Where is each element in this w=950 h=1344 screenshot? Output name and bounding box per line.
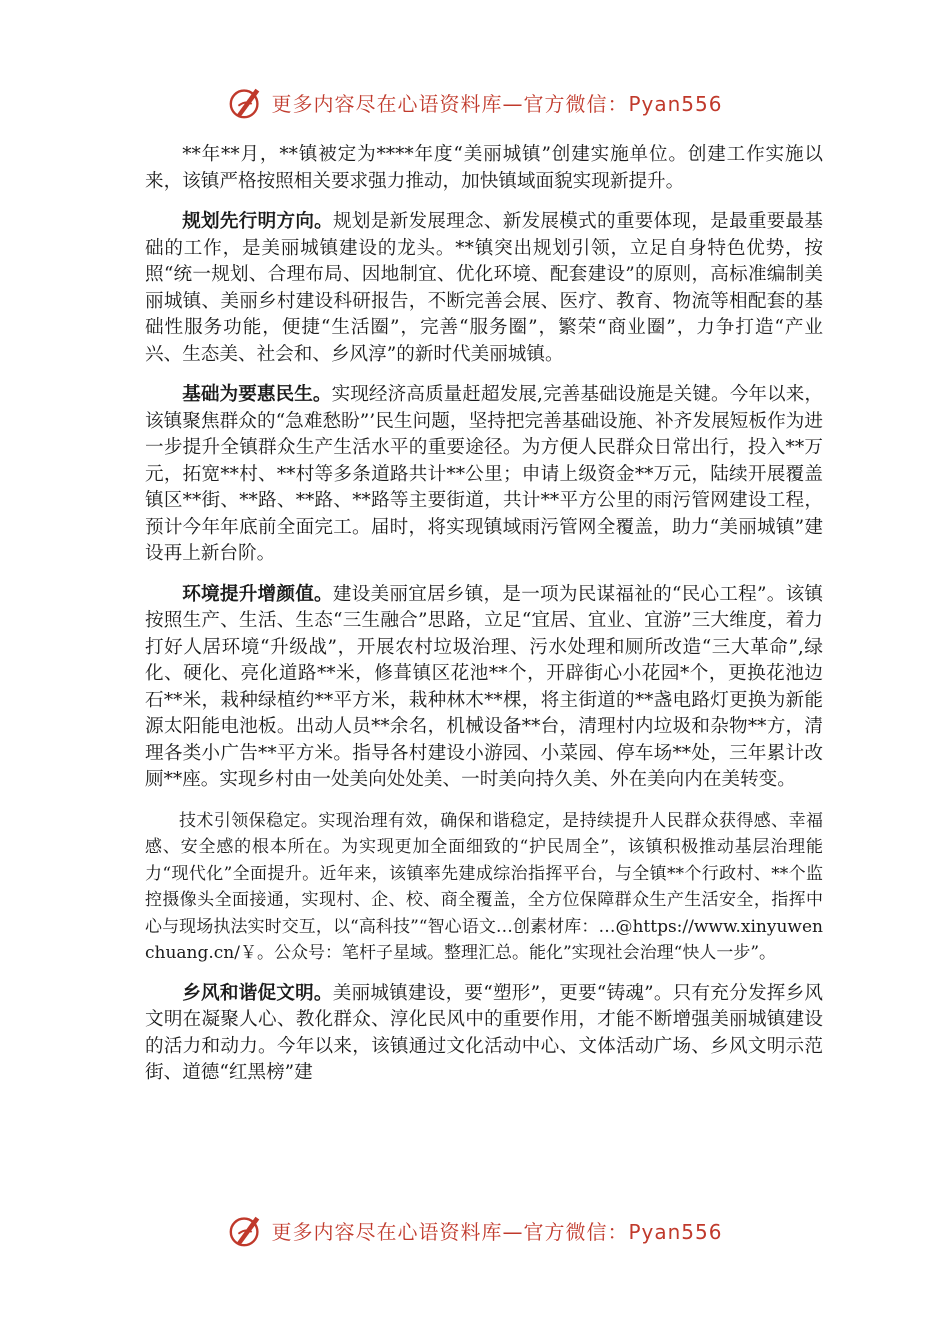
footer-banner (0, 1210, 950, 1250)
paragraph-technology (145, 808, 823, 967)
footer-banner-text: 更多内容尽在心语资料库—官方微信：Pyan556 (271, 1219, 723, 1244)
paragraph-heading: 乡风和谐促文明。 (182, 982, 333, 1004)
paragraph-text: 实现经济高质量赶超发展,完善基础设施是关键。今年以来，该镇聚焦群众的“急难愁盼”’民生问题，坚持把完善基础设施、补齐发展短板作为进一步提升全镇群众生产生活水平的重要途径。为方便人民群众日常出行，投入**万元，拓宽**村、**村等多条道路共计**公里；申请上级资金**万元，陆续开展覆盖镇区**街、**路、**路、**路等主要街道，共计**平方公里的雨污管网建设工程，预计今年年底前全面完工。届时，将实现镇域雨污管网全覆盖，助力“美丽城镇”建设再上新台阶。 (145, 384, 823, 564)
paragraph-planning (145, 209, 823, 368)
quill-pen-logo-icon (227, 1211, 265, 1249)
quill-pen-logo-icon (227, 83, 265, 121)
paragraph-text: 美丽城镇建设，要“塑形”，更要“铸魂”。只有充分发挥乡风文明在凝聚人心、教化群众、淳化民风中的重要作用，才能不断增强美丽城镇建设的活力和动力。今年以来，该镇通过文化活动中心、文体活动广场、乡风文明示范街、道德“红黑榜”建 (145, 982, 823, 1083)
paragraph-heading: 规划先行明方向。 (182, 211, 334, 232)
paragraph-intro (145, 142, 823, 195)
paragraph-heading: 环境提升增颜值。 (182, 583, 333, 605)
paragraph-heading: 基础为要惠民生。 (182, 384, 332, 405)
paragraph-civilization (145, 981, 823, 1087)
paragraph-text: 技术引领保稳定。实现治理有效，确保和谐稳定，是持续提升人民群众获得感、幸福感、安全感的根本所在。为实现更加全面细致的“护民周全”，该镇积极推动基层治理能力“现代化”全面提升。近年来，该镇率先建成综治指挥平台，与全镇**个行政村、**个监控摄像头全面接通，实现村、企、校、商全覆盖，全方位保障群众生产生活安全，指挥中心与现场执法实时交互，以“高科技”“智心语文…创素材库：…@https://www.xinyuwenchuang.cn/￥。公众号：笔杆子星域。整理汇总。能化”实现社会治理“快人一步”。 (145, 810, 823, 963)
paragraph-text: 建设美丽宜居乡镇，是一项为民谋福祉的“民心工程”。该镇按照生产、生活、生态“三生融合”思路，立足“宜居、宜业、宜游”三大维度，着力打好人居环境“升级战”，开展农村垃圾治理、污水处理和厕所改造“三大革命”,绿化、硬化、亮化道路**米，修葺镇区花池**个，开辟街心小花园*个，更换花池边石**米，栽种绿植约**平方米，栽种林木**棵，将主街道的**盏电路灯更换为新能源太阳能电池板。出动人员**余名，机械设备**台，清理村内垃圾和杂物**方，清理各类小广告**平方米。指导各村建设小游园、小菜园、停车场**处，三年累计改厕**座。实现乡村由一处美向处处美、一时美向持久美、外在美向内在美转变。 (145, 583, 823, 790)
paragraph-infrastructure (145, 382, 823, 568)
paragraph-text: **年**月，**镇被定为****年度“美丽城镇”创建实施单位。创建工作实施以来，该镇严格按照相关要求强力推动，加快镇域面貌实现新提升。 (145, 144, 823, 192)
paragraph-text: 规划是新发展理念、新发展模式的重要体现，是最重要最基础的工作，是美丽城镇建设的龙头。**镇突出规划引领，立足自身特色优势，按照“统一规划、合理布局、因地制宜、优化环境、配套建设”的原则，高标准编制美丽城镇、美丽乡村建设科研报告，不断完善会展、医疗、教育、物流等相配套的基础性服务功能，便捷“生活圈”，完善“服务圈”，繁荣“商业圈”，力争打造“产业兴、生态美、社会和、乡风淳”的新时代美丽城镇。 (145, 211, 823, 365)
header-banner-text: 更多内容尽在心语资料库—官方微信：Pyan556 (271, 91, 723, 116)
document-body (145, 142, 823, 1101)
paragraph-environment (145, 582, 823, 794)
header-banner (0, 82, 950, 122)
